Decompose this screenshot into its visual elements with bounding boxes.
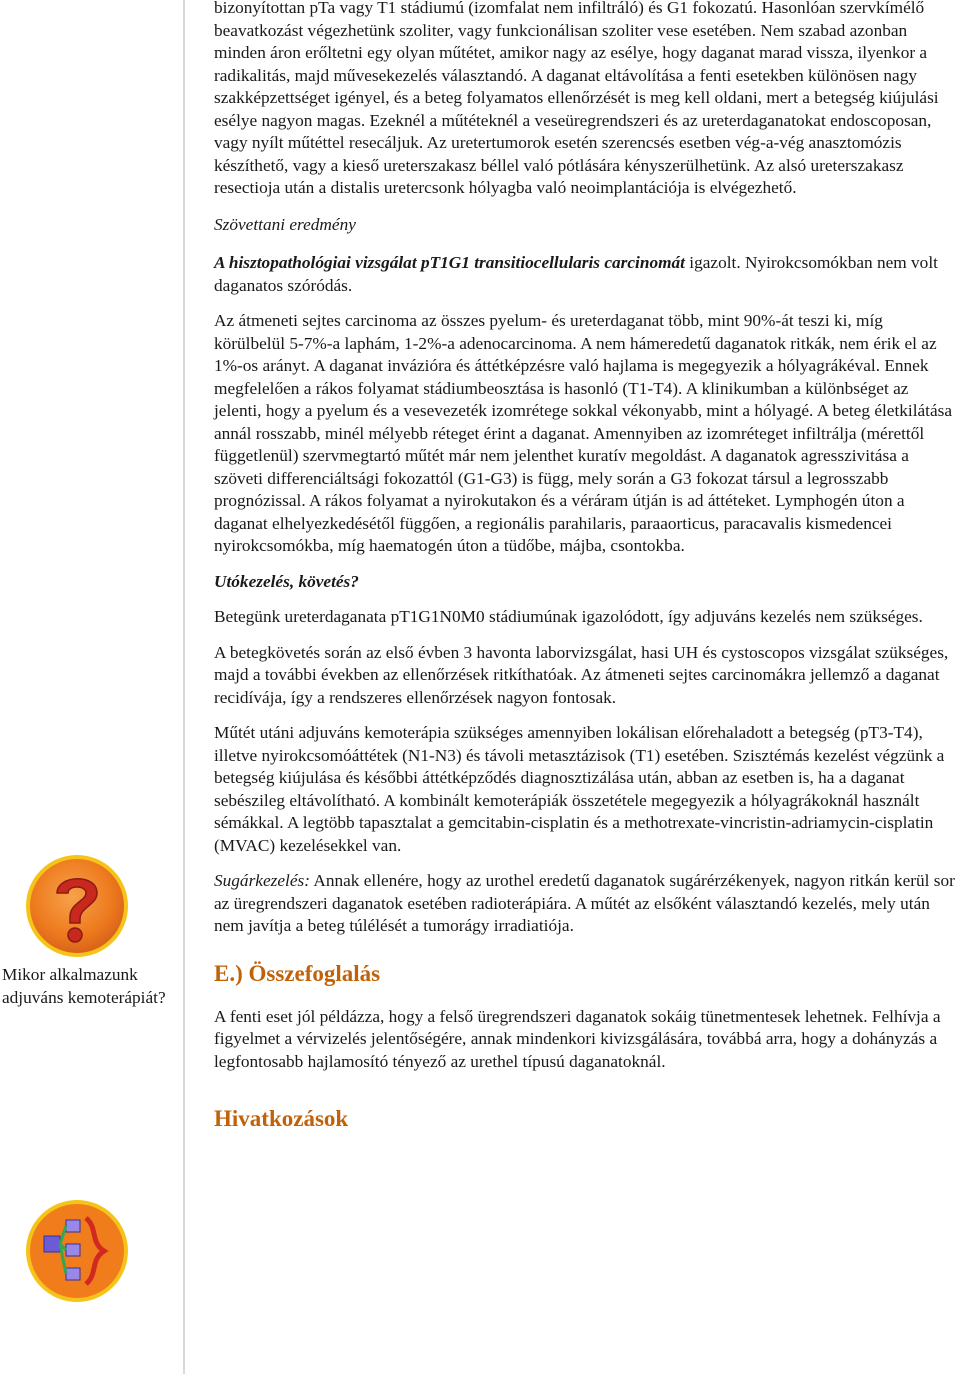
radiotherapy-label: Sugárkezelés: (214, 871, 310, 890)
paragraph-followup-2: A betegkövetés során az első évben 3 havonta laborvizsgálat, hasi UH és cystoscopos vizsgálat szükséges, majd a további években az ellenőrzések ritkíthatóak. Az átmeneti sejtes carcinomákra jellemző a daganat recidívája, így a rendszeres ellenőrzések nagyon fontosak. (214, 642, 949, 707)
question-mark-icon (24, 853, 130, 959)
summary-diagram-icon (24, 1198, 130, 1304)
followup-heading: Utókezelés, követés? (214, 571, 359, 591)
references-heading: Hivatkozások (214, 1106, 349, 1131)
column-divider (183, 0, 185, 1374)
paragraph-radiotherapy (214, 870, 958, 938)
main-column (214, 0, 958, 1133)
paragraph-histology (214, 252, 958, 297)
radiotherapy-text: Annak ellenére, hogy az urothel eredetű daganatok sugárérzékenyek, nagyon ritkán kerül sor az üregrendszeri daganatok esetében radioterápiára. A műtét az elsőként választandó kezelés, mely után nem javítja a beteg túlélését a tumorágy irradiatiója. (214, 871, 955, 935)
histology-heading: Szövettani eredmény (214, 214, 356, 234)
paragraph-chemo: Műtét utáni adjuváns kemoterápia szükséges amennyiben lokálisan előrehaladott a betegség (pT3-T4), illetve nyirokcsomóáttétek (N1-N3) és távoli metasztázisok (T1) esetében. Szisztémás kezelést végzünk a betegség kiújulása és későbbi áttétképződés diagnosztizálása után, abban az esetben is, ha a daganat sebészileg eltávolítható. A kombinált kemoterápiák összetétele megegyezik a hólyagrákoknál használt sémákkal. A legtöbb tapasztalat a gemcitabin-cisplatin és a methotrexate-vincristin-adriamycin-cisplatin (MVAC) kezelésekkel van. (214, 723, 945, 855)
paragraph-surgery: bizonyítottan pTa vagy T1 stádiumú (izomfalat nem infiltráló) és G1 fokozatú. Hasonlóan szervkímélő beavatkozást végezhetünk szoliter, vagy funkcionálisan szoliter vese esetében. Nem szabad azonban minden áron erőltetni egy olyan műtétet, amikor nagy az esélye, hogy daganat marad vissza, ilyenkor a radikalitás, majd művesekezelés választandó. A daganat eltávolítása a fenti esetekben különösen nagy szakképzettséget igényel, és a beteg folyamatos ellenőrzését is meg kell oldani, mert a betegség kiújulási esélye nagyon magas. Ezeknél a műtéteknél a veseüregrendszeri és az ureterdaganatokat endoscoposan, vagy nyílt műtéttel resecáljuk. Az uretertumorok esetén szerencsés esetben vég-a-vég anasztomózis készíthető, vagy a kieső ureterszakasz béllel való pótlására kényszerülhetünk. Az alsó ureterszakasz resectioja után a distalis uretercsonk hólyagba való neoimplantációja is elvégezhető. (214, 0, 939, 197)
histology-bold-text: A hisztopathológiai vizsgálat pT1G1 transitiocellularis carcinomát (214, 253, 685, 272)
summary-heading: E.) Összefoglalás (214, 960, 381, 986)
paragraph-carcinoma: Az átmeneti sejtes carcinoma az összes pyelum- és ureterdaganat több, mint 90%-át teszi ki, míg körülbelül 5-7%-a laphám, 1-2%-a adenocarcinoma. A nem hámeredetű daganatok ritkák, nem érik el az 1%-os arányt. A daganat invázióra és áttétképzésre való hajlama is megegyezik a hólyagrákéval. Ennek megfelelően a rákos folyamat stádiumbeosztása is hasonló (T1-T4). A klinikumban a különbséget az jelenti, hogy a pyelum és a vesevezeték izomrétege sokkal vékonyabb, mint a hólyagé. A beteg életkilátása annál rosszabb, minél mélyebb réteget érint a daganat. Amennyiben az izomréteget infiltrálja (mérettől függetlenül) szervmegtartó műtét már nem jelenthet kuratív megoldást. A daganatok agresszivitása a szöveti differenciáltsági fokozattól (G1-G3) is függ, mely során a G3 fokozat társul a legrosszabb prognózissal. A rákos folyamat a nyirokutakon és a véráram útján is ad áttéteket. Lymphogén úton a daganat elhelyezkedésétől függően, a regionális parahilaris, paraaorticus, paracavalis kismedencei nyirokcsomókba, míg haematogén úton a tüdőbe, májba, csontokba. (214, 311, 953, 555)
paragraph-summary: A fenti eset jól példázza, hogy a felső üregrendszeri daganatok sokáig tünetmentesek lehetnek. Felhívja a figyelmet a vérvizelés jelentőségére, annak mindenkori kivizsgálására, továbbá arra, hogy a dohányzás a legfontosabb hajlamosító tényező az urethel típusú daganatoknál. (214, 1006, 941, 1071)
histology-rest-text: igazolt. Nyirokcsomókban nem volt daganatos szóródás. (214, 253, 938, 295)
sidebar-question: Mikor alkalmazunk adjuváns kemoterápiát? (2, 965, 166, 1007)
paragraph-followup-1: Betegünk ureterdaganata pT1G1N0M0 stádiumúnak igazolódott, így adjuváns kezelés nem szükséges. (214, 607, 923, 626)
